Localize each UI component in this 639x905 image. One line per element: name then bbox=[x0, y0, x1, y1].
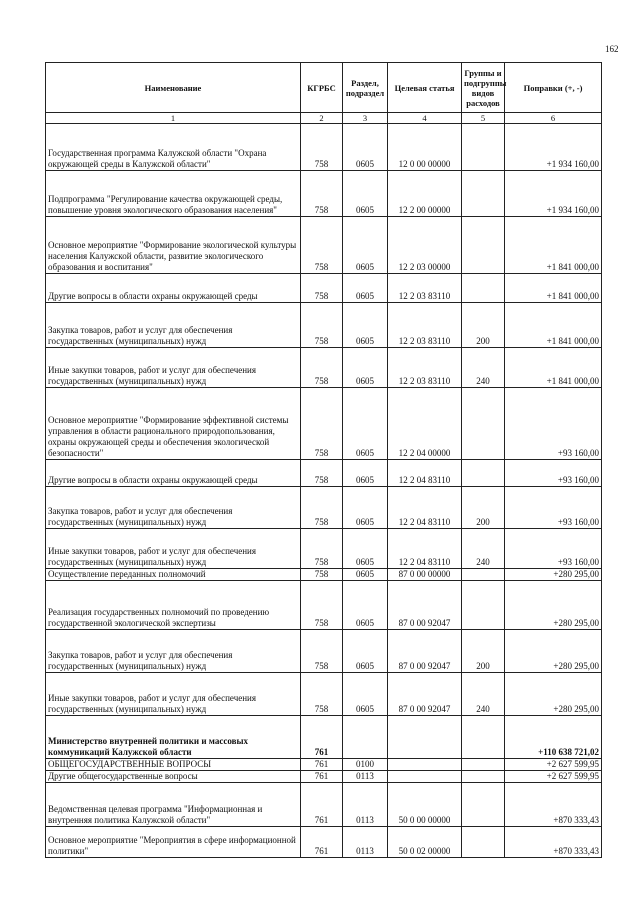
row-kgrbs: 758 bbox=[301, 529, 343, 569]
table-row bbox=[46, 827, 602, 858]
table-row bbox=[46, 630, 602, 673]
row-name: Иные закупки товаров, работ и услуг для обеспечения государственных (муниципальных) нужд bbox=[46, 529, 301, 569]
table-row bbox=[46, 303, 602, 348]
row-name: Основное мероприятие "Мероприятия в сфере информационной политики" bbox=[46, 827, 301, 858]
row-group: 240 bbox=[462, 348, 505, 388]
row-name: Другие вопросы в области охраны окружающей среды bbox=[46, 460, 301, 487]
row-kgrbs: 758 bbox=[301, 274, 343, 303]
table-row bbox=[46, 348, 602, 388]
row-name: Основное мероприятие "Формирование эффективной системы управления в области рационального природопользования, охраны окружающей среды и обеспечения экологической безопасности" bbox=[46, 388, 301, 460]
row-amount: +280 295,00 bbox=[505, 630, 602, 673]
row-target: 87 0 00 92047 bbox=[388, 630, 462, 673]
table-row bbox=[46, 783, 602, 827]
row-section: 0605 bbox=[343, 569, 388, 581]
table-row bbox=[46, 771, 602, 783]
table-row bbox=[46, 274, 602, 303]
row-target: 12 2 03 83110 bbox=[388, 303, 462, 348]
row-target bbox=[388, 771, 462, 783]
row-amount: +93 160,00 bbox=[505, 460, 602, 487]
table-row bbox=[46, 673, 602, 716]
row-target: 87 0 00 92047 bbox=[388, 673, 462, 716]
row-amount: +1 841 000,00 bbox=[505, 303, 602, 348]
row-target: 12 2 04 00000 bbox=[388, 388, 462, 460]
row-amount: +1 841 000,00 bbox=[505, 217, 602, 274]
header-section: Раздел, подраздел bbox=[343, 63, 388, 113]
header-amendment: Поправки (+, -) bbox=[505, 63, 602, 113]
row-kgrbs: 761 bbox=[301, 783, 343, 827]
table-row bbox=[46, 716, 602, 759]
row-name: Закупка товаров, работ и услуг для обеспечения государственных (муниципальных) нужд bbox=[46, 630, 301, 673]
row-name: Основное мероприятие "Формирование экологической культуры населения Калужской области, развитие экологического образования и воспитания" bbox=[46, 217, 301, 274]
table-row bbox=[46, 529, 602, 569]
row-amount: +1 841 000,00 bbox=[505, 348, 602, 388]
table-row bbox=[46, 217, 602, 274]
table-row bbox=[46, 171, 602, 217]
row-group bbox=[462, 759, 505, 771]
row-amount: +1 934 160,00 bbox=[505, 171, 602, 217]
row-kgrbs: 761 bbox=[301, 771, 343, 783]
row-target: 12 2 03 00000 bbox=[388, 217, 462, 274]
row-name: Министерство внутренней политики и массовых коммуникаций Калужской области bbox=[46, 716, 301, 759]
row-group bbox=[462, 274, 505, 303]
row-name: Иные закупки товаров, работ и услуг для обеспечения государственных (муниципальных) нужд bbox=[46, 673, 301, 716]
row-name: Ведомственная целевая программа "Информационная и внутренняя политика Калужской области" bbox=[46, 783, 301, 827]
budget-amendments-table bbox=[45, 62, 602, 858]
header-group: Группы и подгруппы видов расходов bbox=[462, 63, 505, 113]
row-group bbox=[462, 783, 505, 827]
column-number: 2 bbox=[301, 113, 343, 124]
row-kgrbs: 758 bbox=[301, 303, 343, 348]
row-group: 200 bbox=[462, 630, 505, 673]
header-kgrbs: КГРБС bbox=[301, 63, 343, 113]
row-target: 12 2 04 83110 bbox=[388, 487, 462, 529]
row-section: 0113 bbox=[343, 771, 388, 783]
row-target: 87 0 00 00000 bbox=[388, 569, 462, 581]
column-number: 4 bbox=[388, 113, 462, 124]
row-section: 0113 bbox=[343, 827, 388, 858]
row-amount: +110 638 721,02 bbox=[505, 716, 602, 759]
row-name: Иные закупки товаров, работ и услуг для обеспечения государственных (муниципальных) нужд bbox=[46, 348, 301, 388]
header-row bbox=[46, 63, 602, 113]
row-group bbox=[462, 171, 505, 217]
row-group bbox=[462, 581, 505, 630]
row-kgrbs: 758 bbox=[301, 630, 343, 673]
row-name: Другие вопросы в области охраны окружающей среды bbox=[46, 274, 301, 303]
row-group: 200 bbox=[462, 303, 505, 348]
row-group: 240 bbox=[462, 673, 505, 716]
row-name: Закупка товаров, работ и услуг для обеспечения государственных (муниципальных) нужд bbox=[46, 303, 301, 348]
row-name: Закупка товаров, работ и услуг для обеспечения государственных (муниципальных) нужд bbox=[46, 487, 301, 529]
row-section: 0113 bbox=[343, 783, 388, 827]
row-group bbox=[462, 771, 505, 783]
row-section: 0605 bbox=[343, 274, 388, 303]
row-amount: +870 333,43 bbox=[505, 827, 602, 858]
row-group bbox=[462, 217, 505, 274]
row-target bbox=[388, 716, 462, 759]
row-section: 0605 bbox=[343, 348, 388, 388]
header-target: Целевая статья bbox=[388, 63, 462, 113]
row-target bbox=[388, 759, 462, 771]
row-amount: +1 841 000,00 bbox=[505, 274, 602, 303]
row-amount: +280 295,00 bbox=[505, 569, 602, 581]
column-number: 5 bbox=[462, 113, 505, 124]
row-target: 50 0 02 00000 bbox=[388, 827, 462, 858]
row-amount: +93 160,00 bbox=[505, 487, 602, 529]
column-number: 1 bbox=[46, 113, 301, 124]
row-section: 0605 bbox=[343, 303, 388, 348]
row-section bbox=[343, 716, 388, 759]
row-group bbox=[462, 460, 505, 487]
row-section: 0605 bbox=[343, 171, 388, 217]
row-kgrbs: 758 bbox=[301, 569, 343, 581]
row-kgrbs: 758 bbox=[301, 673, 343, 716]
row-name: Реализация государственных полномочий по проведению государственной экологической экспертизы bbox=[46, 581, 301, 630]
table-row bbox=[46, 569, 602, 581]
row-name: ОБЩЕГОСУДАРСТВЕННЫЕ ВОПРОСЫ bbox=[46, 759, 301, 771]
row-kgrbs: 761 bbox=[301, 716, 343, 759]
row-amount: +280 295,00 bbox=[505, 673, 602, 716]
row-amount: +1 934 160,00 bbox=[505, 124, 602, 171]
page-number: 162 bbox=[605, 44, 619, 54]
header-name: Наименование bbox=[46, 63, 301, 113]
row-name: Государственная программа Калужской области "Охрана окружающей среды в Калужской области" bbox=[46, 124, 301, 171]
row-section: 0605 bbox=[343, 460, 388, 487]
row-target: 12 2 04 83110 bbox=[388, 529, 462, 569]
row-amount: +2 627 599,95 bbox=[505, 771, 602, 783]
row-kgrbs: 758 bbox=[301, 124, 343, 171]
row-name: Осуществление переданных полномочий bbox=[46, 569, 301, 581]
row-target: 50 0 00 00000 bbox=[388, 783, 462, 827]
column-number: 3 bbox=[343, 113, 388, 124]
column-number-row bbox=[46, 113, 602, 124]
column-number: 6 bbox=[505, 113, 602, 124]
row-amount: +93 160,00 bbox=[505, 388, 602, 460]
row-group: 200 bbox=[462, 487, 505, 529]
row-target: 12 2 04 83110 bbox=[388, 460, 462, 487]
table-row bbox=[46, 487, 602, 529]
row-section: 0605 bbox=[343, 673, 388, 716]
row-section: 0100 bbox=[343, 759, 388, 771]
row-amount: +870 333,43 bbox=[505, 783, 602, 827]
row-kgrbs: 758 bbox=[301, 487, 343, 529]
table-row bbox=[46, 124, 602, 171]
table-row bbox=[46, 759, 602, 771]
row-section: 0605 bbox=[343, 388, 388, 460]
row-section: 0605 bbox=[343, 581, 388, 630]
row-kgrbs: 758 bbox=[301, 581, 343, 630]
row-target: 12 0 00 00000 bbox=[388, 124, 462, 171]
row-target: 12 2 03 83110 bbox=[388, 348, 462, 388]
table-row bbox=[46, 388, 602, 460]
row-group bbox=[462, 569, 505, 581]
row-kgrbs: 758 bbox=[301, 460, 343, 487]
row-section: 0605 bbox=[343, 529, 388, 569]
row-amount: +280 295,00 bbox=[505, 581, 602, 630]
row-section: 0605 bbox=[343, 217, 388, 274]
row-target: 12 2 03 83110 bbox=[388, 274, 462, 303]
row-kgrbs: 761 bbox=[301, 827, 343, 858]
row-section: 0605 bbox=[343, 630, 388, 673]
row-group: 240 bbox=[462, 529, 505, 569]
row-kgrbs: 758 bbox=[301, 171, 343, 217]
row-section: 0605 bbox=[343, 124, 388, 171]
row-name: Другие общегосударственные вопросы bbox=[46, 771, 301, 783]
table-row bbox=[46, 581, 602, 630]
row-target: 87 0 00 92047 bbox=[388, 581, 462, 630]
row-group bbox=[462, 827, 505, 858]
table-row bbox=[46, 460, 602, 487]
row-target: 12 2 00 00000 bbox=[388, 171, 462, 217]
row-kgrbs: 758 bbox=[301, 388, 343, 460]
row-section: 0605 bbox=[343, 487, 388, 529]
row-group bbox=[462, 716, 505, 759]
row-group bbox=[462, 124, 505, 171]
row-amount: +93 160,00 bbox=[505, 529, 602, 569]
row-name: Подпрограмма "Регулирование качества окружающей среды, повышение уровня экологического образования населения" bbox=[46, 171, 301, 217]
row-kgrbs: 761 bbox=[301, 759, 343, 771]
row-kgrbs: 758 bbox=[301, 348, 343, 388]
row-kgrbs: 758 bbox=[301, 217, 343, 274]
row-group bbox=[462, 388, 505, 460]
row-amount: +2 627 599,95 bbox=[505, 759, 602, 771]
